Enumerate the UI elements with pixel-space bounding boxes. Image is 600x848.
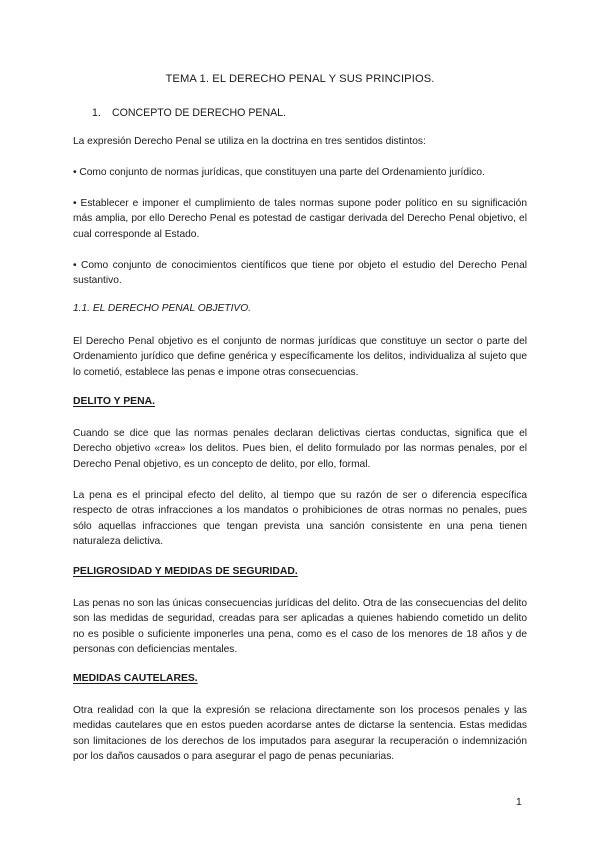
page-number: 1 — [516, 797, 522, 808]
paragraph: Cuando se dice que las normas penales declaran delictivas ciertas conductas, significa que el Derecho objetivo «crea» los delitos. Pues bien, el delito formulado por las normas penales, por el Derecho Penal objetivo, es un concepto de delito, por ello, formal. — [73, 428, 527, 470]
paragraph: La pena es el principal efecto del delito, al tiempo que su razón de ser o diferencia específica respecto de otras infracciones a los mandatos o prohibiciones de otras normas no penales, pues sólo aquellas infracciones que tengan prevista una sanción consistente en una pena tienen naturaleza delictiva. — [73, 490, 527, 548]
section-number: 1. — [92, 107, 101, 119]
section-title: CONCEPTO DE DERECHO PENAL. — [111, 107, 286, 119]
section-heading: MEDIDAS CAUTELARES. — [73, 673, 198, 684]
section-heading — [92, 107, 286, 119]
bullet-item: • Como conjunto de conocimientos científicos que tiene por objeto el estudio del Derecho Penal sustantivo. — [73, 260, 527, 287]
paragraph: Las penas no son las únicas consecuencias jurídicas del delito. Otra de las consecuencias del delito son las medidas de seguridad, creadas para ser aplicadas a quienes habiendo cometido un delito no es posible o suficiente imponerles una pena, como es el caso de los menores de 18 años y de personas con deficiencias mentales. — [73, 598, 527, 656]
intro-paragraph: La expresión Derecho Penal se utiliza en la doctrina en tres sentidos distintos: — [73, 136, 426, 147]
document-title: TEMA 1. EL DERECHO PENAL Y SUS PRINCIPIOS. — [165, 73, 435, 85]
section-heading: PELIGROSIDAD Y MEDIDAS DE SEGURIDAD. — [73, 566, 298, 577]
bullet-item: • Como conjunto de normas jurídicas, que constituyen una parte del Ordenamiento jurídico. — [73, 167, 485, 178]
bullet-item: • Establecer e imponer el cumplimiento de tales normas supone poder político en su significación más amplia, por ello Derecho Penal es potestad de castigar derivada del Derecho Penal objetivo, el cual corresponde al Estado. — [73, 198, 527, 240]
paragraph: Otra realidad con la que la expresión se relaciona directamente son los procesos penales y las medidas cautelares que en estos pueden acordarse antes de dictarse la sentencia. Estas medidas son limitaciones de los derechos de los imputados para asegurar la recuperación o indemnización por los daños causados o para asegurar el pago de penas pecuniarias. — [73, 705, 527, 763]
subsection-heading: 1.1. EL DERECHO PENAL OBJETIVO. — [73, 303, 251, 314]
section-heading: DELITO Y PENA. — [73, 396, 155, 407]
paragraph: El Derecho Penal objetivo es el conjunto de normas jurídicas que constituye un sector o parte del Ordenamiento jurídico que define genérica y específicamente los delitos, individualiza al sujeto que lo cometió, establece las penas e impone otras consecuencias. — [73, 336, 527, 378]
